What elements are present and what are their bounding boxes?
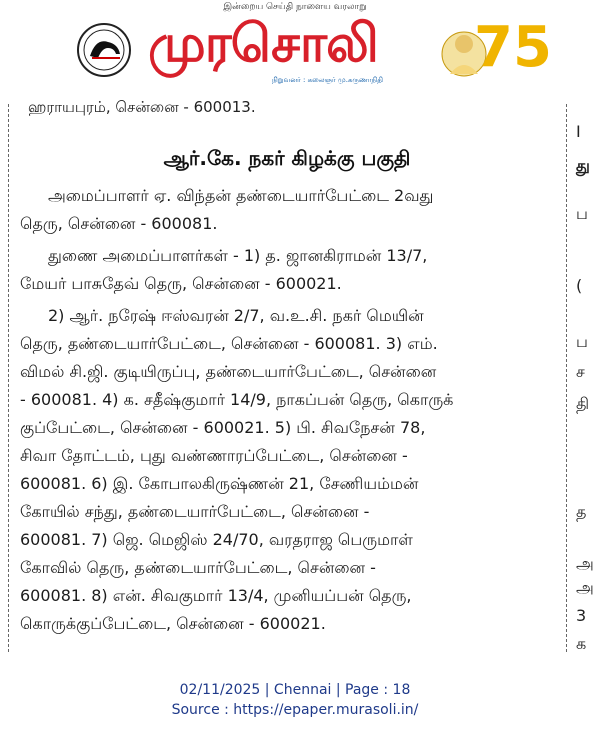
masthead-tagline: இன்றைய செய்தி நாளைய வரலாறு [223,2,367,12]
party-emblem-icon [70,20,138,80]
text-line: 600081. 6) இ. கோபாலகிருஷ்ணன் 21, சேணியம்மன் [20,474,419,493]
text-line: தெரு, சென்னை - 600081. [20,214,218,233]
side-fragment: க [576,634,587,653]
text-line: குப்பேட்டை, சென்னை - 600021. 5) பி. சிவநேசன் 78, [20,418,426,437]
side-fragment: அ [576,554,594,573]
text-line: 2) ஆர். நரேஷ் ஈஸ்வரன் 2/7, வ.உ.சி. நகர் மெயின் [48,306,424,325]
founder-line: நிறுவனர் : கலைஞர் மு.கருணாநிதி [272,76,383,84]
brand-logo-text: முரசொலி [148,14,378,74]
side-fragment: 3 [576,606,587,625]
cut-off-line: ஹராயபுரம், சென்னை - 600013. [28,98,256,116]
side-fragment: ச [576,362,585,381]
text-line: அமைப்பாளர் ஏ. விந்தன் தண்டையார்பேட்டை 2வது [48,186,434,205]
clip-border-right [566,104,567,652]
side-fragment: ப [576,332,588,351]
footer-date-edition-page: 02/11/2025 | Chennai | Page : 18 [179,682,411,698]
anniversary-75-logo [434,4,552,94]
text-line: தெரு, தண்டையார்பேட்டை, சென்னை - 600081. 3) எம். [20,334,438,353]
side-fragment: அ [576,578,594,597]
paragraph-deputy-organizers [20,242,560,298]
paragraph-member-list [20,302,560,638]
text-line: சிவா தோட்டம், புது வண்ணாரப்பேட்டை, சென்னை - [20,446,408,465]
side-fragment: I [576,122,581,141]
text-line: விமல் சி.ஜி. குடியிருப்பு, தண்டையார்பேட்டை, சென்னை [20,362,437,381]
text-line: கோவில் தெரு, தண்டையார்பேட்டை, சென்னை - [20,558,376,577]
text-line: 600081. 8) என். சிவகுமார் 13/4, முனியப்பன் தெரு, [20,586,412,605]
side-fragment: து [576,156,590,175]
text-line: 600081. 7) ஜெ. மெஜிஸ் 24/70, வரதராஜ பெருமாள் [20,530,413,549]
side-fragment: த [576,502,587,521]
side-fragment: ப [576,204,588,223]
footer-source-link[interactable]: Source : https://epaper.murasoli.in/ [171,702,419,718]
side-fragment: ( [576,276,583,295]
text-line: கோயில் சந்து, தண்டையார்பேட்டை, சென்னை - [20,502,370,521]
text-line: துணை அமைப்பாளர்கள் - 1) த. ஜானகிராமன் 13/7, [48,246,428,265]
adjacent-column-fragment [576,104,594,653]
masthead [0,0,590,98]
article-heading: ஆர்.கே. நகர் கிழக்கு பகுதி [163,146,411,170]
text-line: மேயர் பாசுதேவ் தெரு, சென்னை - 600021. [20,274,342,293]
article-clipping [8,98,566,652]
paragraph-organizer [20,182,560,238]
side-fragment: தி [576,394,590,413]
text-line: கொருக்குப்பேட்டை, சென்னை - 600021. [20,614,326,633]
text-line: - 600081. 4) க. சதீஷ்குமார் 14/9, நாகப்பன் தெரு, கொருக் [20,390,454,409]
svg-text:75: 75 [474,15,552,80]
